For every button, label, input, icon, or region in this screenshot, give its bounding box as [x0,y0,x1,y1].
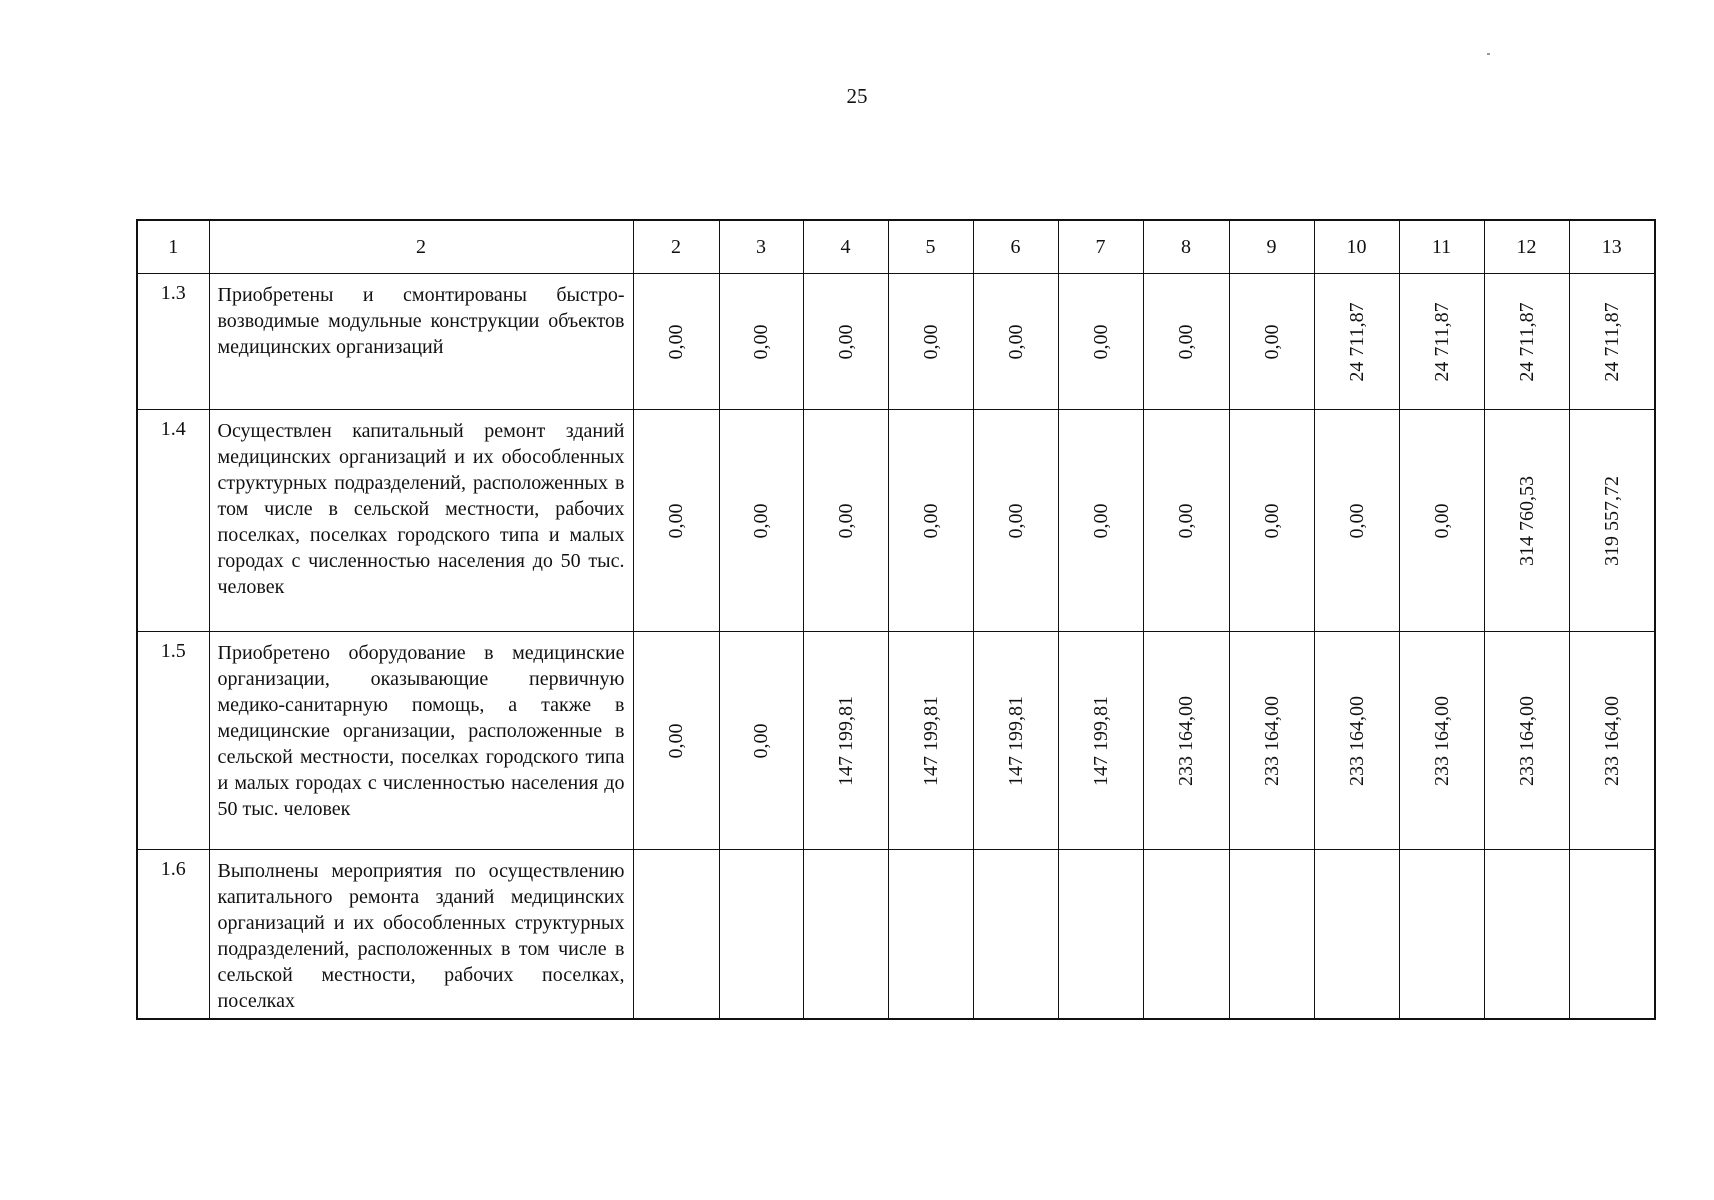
value-text: 233 164,00 [1175,695,1197,786]
value-cell [1143,850,1229,1020]
value-cell [1229,850,1314,1020]
value-text: 24 711,87 [1600,301,1623,382]
row-description: Приобретены и смонтированы быстро-возводимые модульные конструкции объектов медицинских организаций [209,274,633,410]
value-text: 147 199,81 [919,695,942,786]
value-cell [1484,850,1569,1020]
value-cell [633,410,719,632]
value-text: 0,00 [665,503,687,538]
row-description: Выполнены мероприятия по осуществлению капитального ремонта зданий медицинских организаций и их обособленных структурных подразделений, расположенных в том числе в сельской местности, рабочих поселках, поселках [209,850,633,1020]
header-cell: 11 [1399,220,1484,274]
value-text: 24 711,87 [1430,301,1453,382]
value-text: 147 199,81 [834,695,857,786]
value-text: 0,00 [665,723,687,758]
value-text: 0,00 [1089,324,1112,359]
header-cell: 6 [973,220,1058,274]
value-cell [1143,274,1229,410]
header-cell: 4 [803,220,888,274]
value-cell [633,632,719,850]
value-cell [1399,850,1484,1020]
value-text: 0,00 [750,503,772,538]
value-cell [1569,850,1655,1020]
header-cell: 13 [1569,220,1655,274]
table-row [137,850,1655,1020]
value-text: 24 711,87 [1515,301,1538,382]
value-text: 0,00 [1004,324,1027,359]
value-cell [1314,410,1399,632]
header-cell: 3 [719,220,803,274]
table-row [137,632,1655,850]
value-text: 0,00 [665,324,687,359]
value-text: 0,00 [919,503,942,538]
header-cell: 8 [1143,220,1229,274]
value-cell [973,632,1058,850]
header-cell: 2 [633,220,719,274]
value-text: 0,00 [1430,503,1453,538]
value-text: 0,00 [750,723,772,758]
value-text: 0,00 [834,324,857,359]
header-cell: 12 [1484,220,1569,274]
value-cell [973,850,1058,1020]
value-text: 0,00 [1260,324,1283,359]
header-cell: 2 [209,220,633,274]
header-cell: 10 [1314,220,1399,274]
row-description: Осуществлен капитальный ремонт зданий медицинских организаций и их обособленных структурных подразделений, расположенных в том числе в сельской местности, рабочих поселках, поселках городского типа и малых городах с численностью населения до 50 тыс. человек [209,410,633,632]
value-text: 0,00 [1004,503,1027,538]
value-text: 24 711,87 [1345,301,1368,382]
value-text: 233 164,00 [1345,695,1368,786]
table-row [137,274,1655,410]
value-cell [1314,274,1399,410]
table-row [137,410,1655,632]
table-header-row [137,220,1655,274]
value-cell [1058,410,1143,632]
value-cell [1314,632,1399,850]
value-cell [1229,410,1314,632]
value-cell [973,274,1058,410]
value-cell [1569,410,1655,632]
value-cell [719,274,803,410]
value-text: 0,00 [1175,503,1197,538]
value-cell [1143,410,1229,632]
value-cell [1399,632,1484,850]
value-cell [1484,410,1569,632]
value-cell [888,274,973,410]
value-text: 233 164,00 [1515,695,1538,786]
value-text: 319 557,72 [1600,475,1623,566]
value-text: 233 164,00 [1430,695,1453,786]
header-cell: 1 [137,220,209,274]
value-cell [1143,632,1229,850]
value-cell [803,632,888,850]
value-cell [633,850,719,1020]
value-cell [1058,850,1143,1020]
value-cell [633,274,719,410]
value-cell [1399,410,1484,632]
value-cell [1058,632,1143,850]
value-cell [719,850,803,1020]
value-text: 0,00 [750,324,772,359]
value-cell [973,410,1058,632]
value-cell [803,850,888,1020]
value-text: 147 199,81 [1004,695,1027,786]
row-number: 1.5 [137,632,209,850]
value-text: 233 164,00 [1600,695,1623,786]
row-description: Приобретено оборудование в медицинские организации, оказывающие первичную медико-санитарную помощь, а также в медицинские организации, расположенные в сельской местности, поселках городского типа и малых городах с численностью населения до 50 тыс. человек [209,632,633,850]
value-cell [888,632,973,850]
value-text: 314 760,53 [1515,475,1538,566]
value-text: 0,00 [919,324,942,359]
value-cell [1484,274,1569,410]
value-text: 0,00 [834,503,857,538]
value-cell [1229,274,1314,410]
value-cell [719,410,803,632]
value-text: 0,00 [1089,503,1112,538]
value-cell [1484,632,1569,850]
data-table [136,219,1656,1020]
value-cell [888,850,973,1020]
value-cell [888,410,973,632]
row-number: 1.3 [137,274,209,410]
scan-mark [1487,53,1490,55]
value-text: 233 164,00 [1260,695,1283,786]
value-cell [803,410,888,632]
header-cell: 9 [1229,220,1314,274]
value-cell [1569,274,1655,410]
value-cell [719,632,803,850]
value-cell [803,274,888,410]
value-cell [1229,632,1314,850]
value-cell [1058,274,1143,410]
row-number: 1.6 [137,850,209,1020]
header-cell: 5 [888,220,973,274]
row-number: 1.4 [137,410,209,632]
value-text: 0,00 [1175,324,1197,359]
value-cell [1399,274,1484,410]
value-text: 147 199,81 [1089,695,1112,786]
value-cell [1314,850,1399,1020]
page-number: 25 [846,84,868,108]
header-cell: 7 [1058,220,1143,274]
value-text: 0,00 [1345,503,1368,538]
value-cell [1569,632,1655,850]
value-text: 0,00 [1260,503,1283,538]
